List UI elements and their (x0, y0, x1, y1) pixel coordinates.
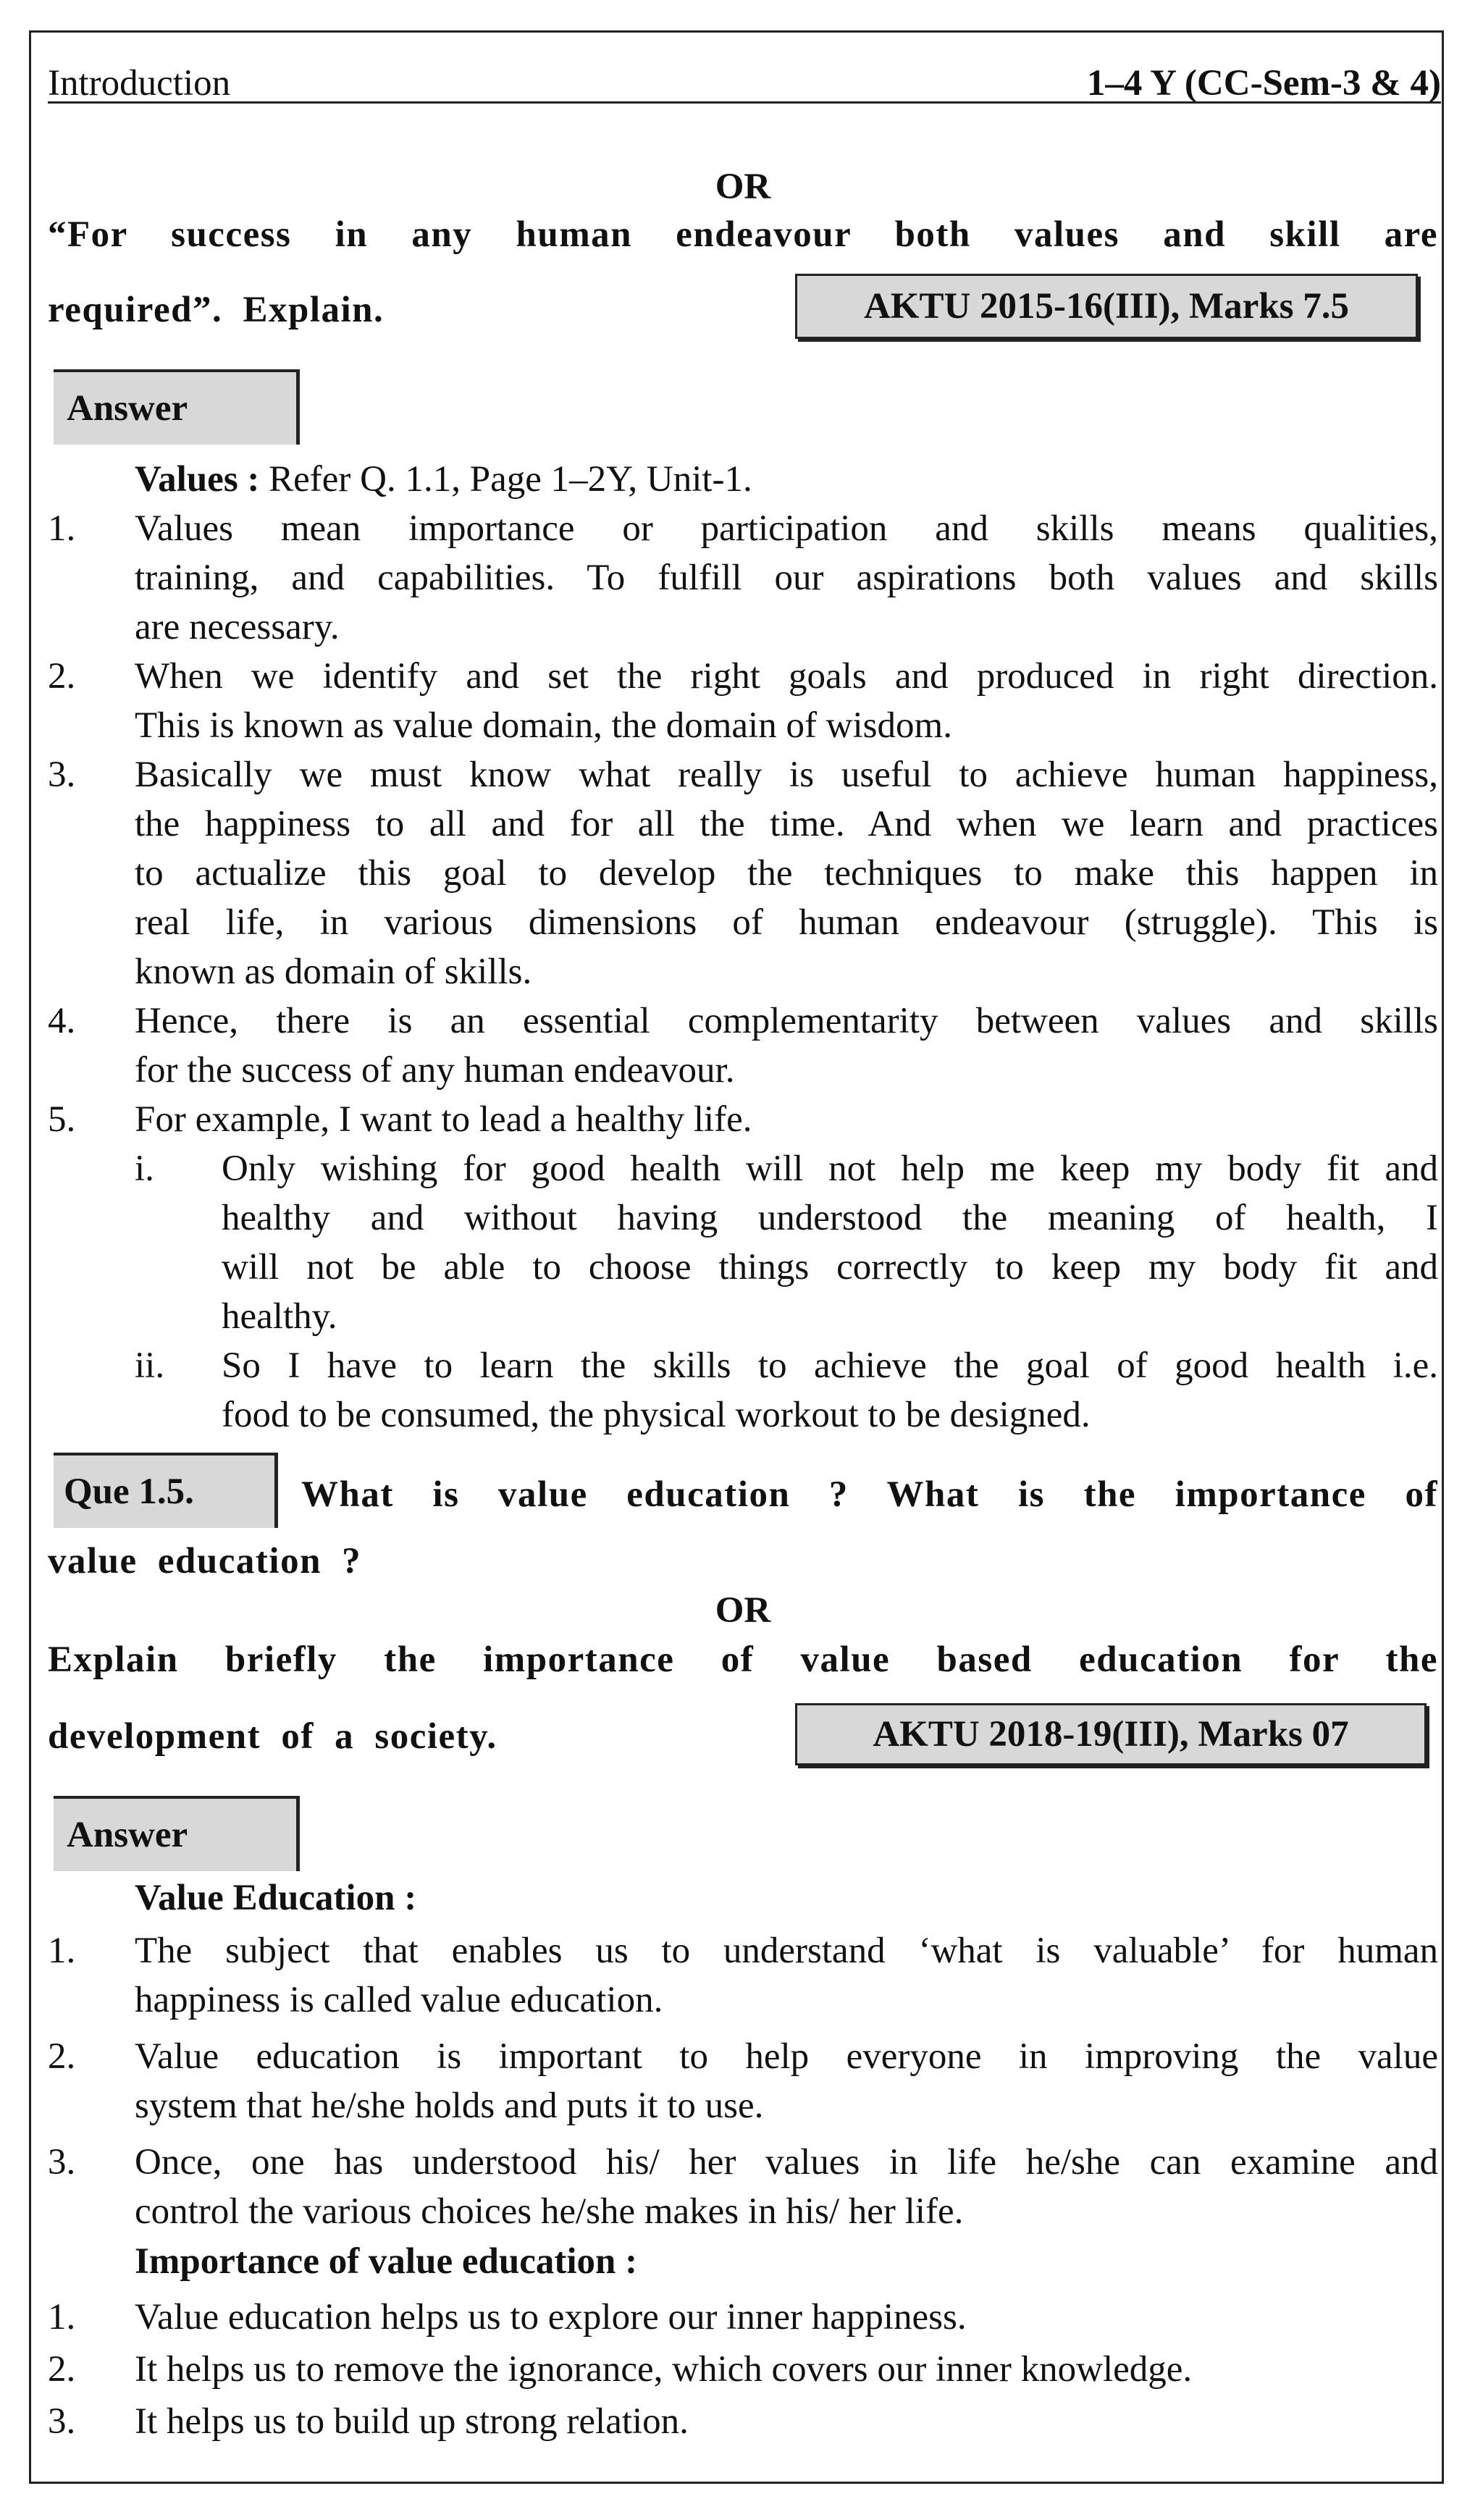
section-heading: Importance of value education : (135, 2241, 638, 2282)
list-item-text: Once, one has understood his/ her values in life he/she can examine and (135, 2142, 1438, 2183)
list-item-text: happiness is called value education. (135, 1980, 663, 2020)
list-number: 5. (48, 1099, 76, 1140)
list-item-text: Values mean importance or participation and skills means qualities, (135, 508, 1438, 549)
list-item-text: control the various choices he/she makes in his/ her life. (135, 2191, 964, 2232)
list-item-text: It helps us to build up strong relation. (135, 2401, 689, 2442)
list-item-text: This is known as value domain, the domain of wisdom. (135, 705, 952, 746)
list-item-text: for the success of any human endeavour. (135, 1050, 735, 1091)
question-text: Explain briefly the importance of value based education for the (48, 1639, 1438, 1680)
list-number: i. (135, 1148, 154, 1189)
answer-label: Answer (54, 1796, 300, 1871)
list-item (48, 2293, 1438, 2342)
list-number: 3. (48, 2142, 76, 2183)
list-item-text: So I have to learn the skills to achieve the goal of good health i.e. (222, 1345, 1438, 1386)
list-number: ii. (135, 1345, 165, 1386)
question-number-label: Que 1.5. (54, 1453, 278, 1528)
list-number: 1. (48, 508, 76, 549)
list-item-text: For example, I want to lead a healthy life. (135, 1099, 752, 1140)
question-text: development of a society. (48, 1716, 497, 1757)
list-item-text: system that he/she holds and puts it to use. (135, 2086, 764, 2126)
page-number: 1–4 Y (CC-Sem-3 & 4) (1086, 63, 1441, 104)
list-item (48, 504, 1438, 652)
section-heading: Value Education : (135, 1878, 417, 1918)
list-number: 3. (48, 2401, 76, 2442)
question-text: “For success in any human endeavour both values and skill are (48, 214, 1438, 255)
question-text: value education ? (48, 1541, 362, 1582)
page-header (48, 59, 1441, 104)
list-item-text: healthy and without having understood the meaning of health, I (222, 1198, 1438, 1238)
exam-reference-badge: AKTU 2015-16(III), Marks 7.5 (795, 274, 1418, 339)
list-number: 1. (48, 2297, 76, 2338)
question-text: What is value education ? What is the importance of (301, 1474, 1438, 1515)
list-item-text: The subject that enables us to understand ‘what is valuable’ for human (135, 1931, 1438, 1971)
list-item-text: to actualize this goal to develop the techniques to make this happen in (135, 853, 1438, 894)
list-item (48, 2345, 1438, 2394)
values-label: Values : (135, 459, 260, 500)
list-number: 4. (48, 1001, 76, 1041)
question-text: required”. Explain. (48, 290, 385, 330)
list-item-text: real life, in various dimensions of human endeavour (struggle). This is (135, 902, 1438, 943)
list-item-text: When we identify and set the right goals and produced in right direction. (135, 656, 1438, 697)
exam-reference-badge: AKTU 2018-19(III), Marks 07 (795, 1703, 1427, 1765)
list-item-text: food to be consumed, the physical workout to be designed. (222, 1395, 1091, 1435)
list-item (48, 2032, 1438, 2130)
sub-list-item (48, 1144, 1438, 1341)
values-reference (135, 455, 1438, 504)
list-item-text: will not be able to choose things correctly to keep my body fit and (222, 1247, 1438, 1288)
list-item-text: Basically we must know what really is useful to achieve human happiness, (135, 755, 1438, 795)
list-item-text: known as domain of skills. (135, 952, 532, 992)
list-item-text: It helps us to remove the ignorance, which covers our inner knowledge. (135, 2349, 1193, 2390)
or-separator: OR (715, 1590, 771, 1631)
list-item-text: Only wishing for good health will not help me keep my body fit and (222, 1148, 1438, 1189)
list-item-text: the happiness to all and for all the time. And when we learn and practices (135, 804, 1438, 844)
sub-list-item (48, 1341, 1438, 1440)
list-item-text: training, and capabilities. To fulfill our aspirations both values and skills (135, 558, 1438, 598)
list-number: 1. (48, 1931, 76, 1971)
list-item-text: Value education helps us to explore our inner happiness. (135, 2297, 967, 2338)
list-item-text: Value education is important to help everyone in improving the value (135, 2036, 1438, 2077)
list-item-text: healthy. (222, 1296, 337, 1337)
list-number: 3. (48, 755, 76, 795)
list-number: 2. (48, 2349, 76, 2390)
chapter-title: Introduction (48, 63, 231, 104)
or-separator: OR (715, 167, 771, 207)
list-item (48, 750, 1438, 996)
list-item-text: are necessary. (135, 607, 340, 647)
list-item (48, 652, 1438, 750)
list-item-text: Hence, there is an essential complementarity between values and skills (135, 1001, 1438, 1041)
answer-label: Answer (54, 369, 300, 445)
list-number: 2. (48, 656, 76, 697)
list-item (48, 996, 1438, 1095)
list-number: 2. (48, 2036, 76, 2077)
list-item (48, 2397, 1438, 2446)
list-item (48, 2138, 1438, 2236)
values-ref-text: Refer Q. 1.1, Page 1–2Y, Unit-1. (259, 459, 752, 500)
list-item (48, 1095, 1438, 1144)
list-item (48, 1926, 1438, 2025)
